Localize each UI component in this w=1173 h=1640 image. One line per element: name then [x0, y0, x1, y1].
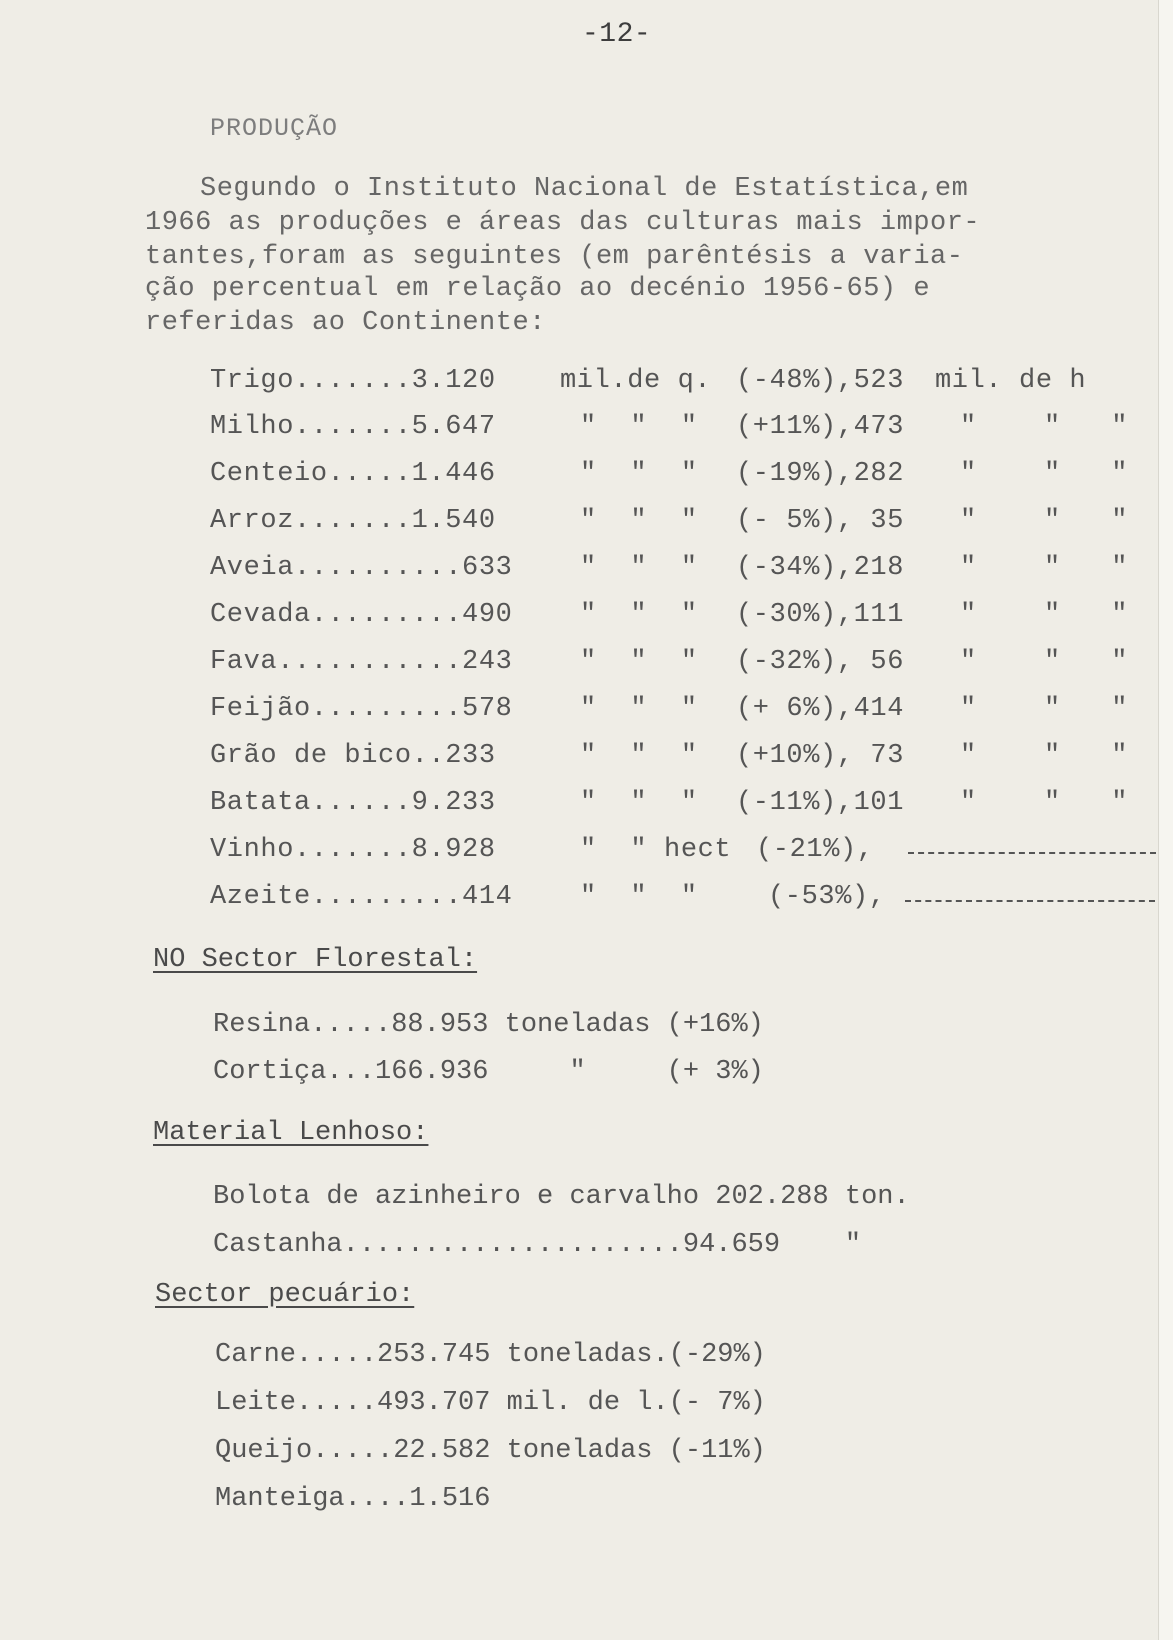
- crop-area-unit: mil. de h: [935, 366, 1087, 396]
- forest-row: Resina.....88.953 toneladas (+16%): [213, 1010, 764, 1040]
- crop-name: Batata......9.233: [210, 788, 496, 818]
- crop-unit: " " ": [580, 553, 698, 583]
- crop-unit: " " ": [580, 600, 698, 630]
- crop-name: Centeio.....1.446: [210, 459, 496, 489]
- page-edge: [1158, 0, 1173, 1640]
- page-number: -12-: [582, 19, 652, 50]
- crop-variation: (+11%),473: [736, 412, 905, 442]
- livestock-row: Carne.....253.745 toneladas.(-29%): [215, 1340, 766, 1370]
- crop-unit: " " ": [580, 412, 698, 442]
- crop-name: Feijão.........578: [210, 694, 513, 724]
- crop-name: Aveia..........633: [210, 553, 513, 583]
- livestock-row: Leite.....493.707 mil. de l.(- 7%): [215, 1388, 766, 1418]
- crop-unit: " " ": [580, 506, 698, 536]
- crop-area-unit: " " ": [960, 694, 1129, 724]
- crop-unit: " " ": [580, 647, 698, 677]
- dashed-line: [905, 900, 1155, 902]
- crop-variation: (-19%),282: [736, 459, 905, 489]
- crop-name: Azeite.........414: [210, 882, 513, 912]
- crop-variation: (-21%),: [756, 835, 874, 865]
- crop-variation: (-11%),101: [736, 788, 905, 818]
- crop-unit: " " hect: [580, 835, 732, 865]
- crop-area-unit: " " ": [960, 412, 1129, 442]
- crop-area-unit: " " ": [960, 553, 1129, 583]
- woody-row: Bolota de azinheiro e carvalho 202.288 ton.: [213, 1182, 910, 1212]
- crop-unit: " " ": [580, 788, 698, 818]
- woody-section-title: Material Lenhoso:: [153, 1118, 429, 1148]
- crop-name: Fava...........243: [210, 647, 513, 677]
- crop-area-unit: " " ": [960, 506, 1129, 536]
- crop-name: Milho.......5.647: [210, 412, 496, 442]
- crop-unit: " " ": [580, 459, 698, 489]
- intro-line: tantes,foram as seguintes (em parêntésis a varia-: [145, 242, 964, 272]
- crop-variation: (+ 6%),414: [736, 694, 905, 724]
- crop-unit: " " ": [580, 694, 698, 724]
- crop-area-unit: " " ": [960, 600, 1129, 630]
- crop-variation: (-32%), 56: [736, 647, 905, 677]
- dashed-line: [908, 852, 1156, 854]
- livestock-section-title: Sector pecuário:: [155, 1280, 415, 1310]
- crop-name: Trigo.......3.120: [210, 366, 496, 396]
- crop-area-unit: " " ": [960, 741, 1129, 771]
- crop-variation: (-34%),218: [736, 553, 905, 583]
- crop-name: Vinho.......8.928: [210, 835, 496, 865]
- livestock-row: Queijo.....22.582 toneladas (-11%): [215, 1436, 766, 1466]
- crop-area-unit: " " ": [960, 788, 1129, 818]
- crop-variation: (+10%), 73: [736, 741, 905, 771]
- crop-area-unit: " " ": [960, 459, 1129, 489]
- crop-name: Grão de bico..233: [210, 741, 496, 771]
- intro-line: 1966 as produções e áreas das culturas mais impor-: [145, 208, 981, 238]
- intro-line: ção percentual em relação ao decénio 1956-65) e: [145, 274, 931, 304]
- woody-row: Castanha.....................94.659 ": [213, 1230, 862, 1260]
- crop-unit: " " ": [580, 741, 698, 771]
- forest-section-title: NO Sector Florestal:: [153, 945, 478, 975]
- crop-area-unit: " " ": [960, 647, 1129, 677]
- crop-variation: (-30%),111: [736, 600, 905, 630]
- intro-line: Segundo o Instituto Nacional de Estatística,em: [200, 174, 969, 204]
- crop-unit: mil.de q.: [560, 366, 712, 396]
- crop-name: Arroz.......1.540: [210, 506, 496, 536]
- crop-name: Cevada.........490: [210, 600, 513, 630]
- crop-variation: (- 5%), 35: [736, 506, 905, 536]
- livestock-row: Manteiga....1.516: [215, 1484, 491, 1514]
- crop-unit: " " ": [580, 882, 698, 912]
- intro-line: referidas ao Continente:: [145, 308, 546, 338]
- forest-row: Cortiça...166.936 " (+ 3%): [213, 1057, 764, 1087]
- crop-variation: (-48%),523: [736, 366, 905, 396]
- crop-variation: (-53%),: [768, 882, 886, 912]
- section-heading: PRODUÇÃO: [210, 114, 339, 143]
